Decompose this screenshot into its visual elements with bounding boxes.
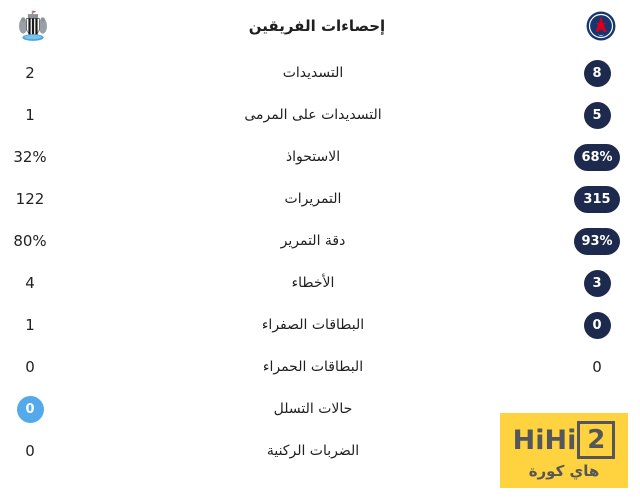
stats-rows: [0, 52, 640, 472]
psg-crest-icon: [584, 9, 618, 43]
watermark-arabic-text: هاي كورة: [528, 462, 600, 480]
left-team-value: 1: [25, 316, 35, 334]
stat-row: [0, 262, 640, 304]
stat-row: [0, 220, 640, 262]
stat-label: الاستحواذ: [285, 149, 341, 165]
left-team-value: 0: [25, 358, 35, 376]
stat-label: البطاقات الصفراء: [261, 317, 365, 333]
left-team-value-zone: [6, 274, 54, 292]
watermark-overlay: [500, 413, 628, 488]
right-team-value: 8: [584, 60, 611, 87]
page-title: إحصاءات الفريقين: [248, 17, 386, 35]
right-team-value: 5: [584, 102, 611, 129]
stat-label: حالات التسلل: [273, 401, 353, 417]
watermark-boxed-digit: 2: [577, 421, 615, 459]
watermark-latin-text: HiHi: [512, 424, 577, 456]
stat-label: دقة التمرير: [280, 233, 346, 249]
left-team-value-zone: [6, 64, 54, 82]
stat-label: التمريرات: [284, 191, 342, 207]
watermark-logo: [513, 421, 616, 459]
stat-row: [0, 52, 640, 94]
right-team-value: 3: [584, 270, 611, 297]
left-team-value: 0: [25, 442, 35, 460]
right-team-value-zone: [572, 358, 622, 376]
left-team-value: 80%: [13, 232, 47, 250]
stat-label: الأخطاء: [291, 275, 335, 291]
stat-row: [0, 178, 640, 220]
right-team-value: 93%: [574, 228, 620, 255]
header: [0, 0, 640, 52]
stat-label: البطاقات الحمراء: [262, 359, 364, 375]
left-team-value-zone: [6, 396, 54, 423]
stat-row: [0, 346, 640, 388]
right-team-value-zone: [572, 102, 622, 129]
right-team-value-zone: [572, 270, 622, 297]
left-team-value: 122: [15, 190, 45, 208]
left-team-value: 0: [17, 396, 44, 423]
left-team-value: 4: [25, 274, 35, 292]
right-team-value: 68%: [574, 144, 620, 171]
left-team-value-zone: [6, 316, 54, 334]
left-team-value: 1: [25, 106, 35, 124]
stat-label: التسديدات: [282, 65, 344, 81]
left-team-value: 2: [25, 64, 35, 82]
newcastle-crest-icon: [16, 9, 50, 43]
left-team-value-zone: [6, 190, 54, 208]
stat-label: الضربات الركنية: [266, 443, 360, 459]
left-team-value: 32%: [13, 148, 47, 166]
left-team-value-zone: [6, 358, 54, 376]
stat-label: التسديدات على المرمى: [244, 107, 382, 123]
stat-row: [0, 94, 640, 136]
right-team-value: 0: [592, 358, 602, 376]
left-team-value-zone: [6, 106, 54, 124]
right-team-value-zone: [572, 186, 622, 213]
stat-row: [0, 136, 640, 178]
left-team-value-zone: [6, 232, 54, 250]
stat-row: [0, 304, 640, 346]
right-team-value-zone: [572, 144, 622, 171]
right-team-value-zone: [572, 228, 622, 255]
left-team-value-zone: [6, 148, 54, 166]
right-team-value-zone: [572, 60, 622, 87]
right-team-value: 315: [574, 186, 620, 213]
right-team-value-zone: [572, 312, 622, 339]
left-team-value-zone: [6, 442, 54, 460]
right-team-value: 0: [584, 312, 611, 339]
